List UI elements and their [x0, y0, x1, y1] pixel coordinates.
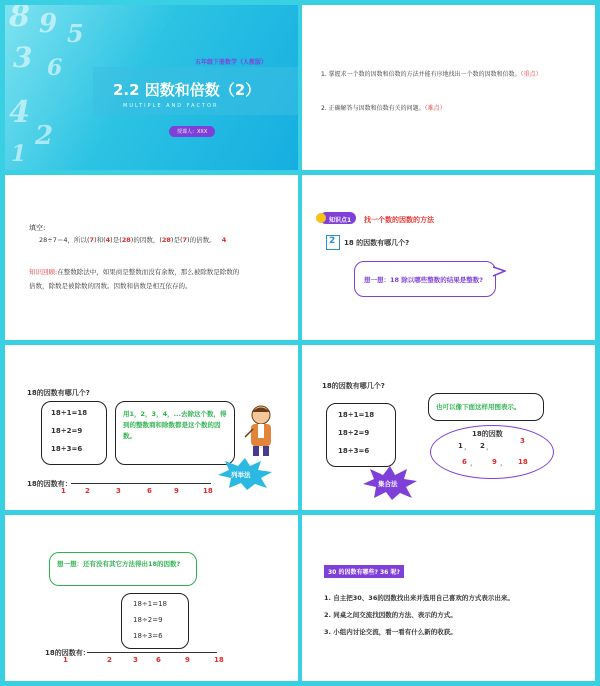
point-title: 找一个数的因数的方法 — [364, 216, 434, 224]
blank-answer: 4 — [221, 236, 227, 244]
question: 18的因数有哪几个? — [322, 382, 385, 390]
fill-equation — [39, 235, 226, 244]
review-line-2: 倍数，除数是被除数的因数。因数和倍数是相互依存的。 — [29, 282, 192, 290]
set-separator: ， — [470, 459, 477, 467]
division-eq: 18÷2=9 — [133, 616, 163, 624]
eq-text: )和( — [94, 236, 106, 244]
set-separator: ， — [486, 443, 493, 451]
factor-number: 2 — [85, 487, 90, 495]
slide-cover[interactable] — [5, 5, 298, 170]
author-pill: 授课人：XXX — [169, 126, 215, 137]
division-eq: 18÷3=6 — [51, 445, 83, 453]
set-item-answer: 9 — [492, 458, 497, 466]
eq-text: 28÷7＝4，所以( — [39, 236, 90, 244]
hint-text: 用1，2，3，4，...去除这个数，得到的整数商和除数都是这个数的因数。 — [123, 410, 227, 440]
objective-tag: （难点） — [424, 105, 446, 112]
bg-number: 6 — [47, 55, 63, 81]
teacher-icon — [241, 403, 281, 457]
slide-enumeration[interactable] — [5, 345, 298, 510]
set-item-answer: 18 — [518, 458, 528, 466]
factor-number: 18 — [203, 487, 213, 495]
slide-practice[interactable] — [302, 515, 595, 681]
factor-line-label: 18的因数有： — [45, 649, 90, 657]
division-eq: 18÷2=9 — [51, 427, 83, 435]
factor-number: 3 — [116, 487, 121, 495]
method-badge: 集合法 — [378, 480, 398, 488]
example-question: 18 的因数有哪几个? — [344, 239, 410, 247]
question: 18的因数有哪几个? — [27, 389, 90, 397]
bg-number: 9 — [39, 9, 58, 39]
blank-answer: 28 — [121, 236, 131, 244]
practice-item: 2. 同桌之间交流找因数的方法、表示的方式。 — [324, 611, 457, 619]
slide-knowledge-point[interactable] — [302, 175, 595, 340]
set-item: 2 — [480, 442, 485, 450]
review-text: 在整数除法中，如果商是整数而没有余数，那么被除数是除数的 — [57, 268, 240, 276]
division-eq: 18÷2=9 — [338, 429, 370, 437]
eq-text: )是( — [170, 236, 183, 244]
division-eq: 18÷3=6 — [133, 632, 163, 640]
bg-number: 1 — [11, 141, 27, 167]
objective-item-1 — [321, 69, 542, 78]
objective-text: 2. 正确解答与因数和倍数有关的问题。 — [321, 105, 425, 112]
eq-text: )是( — [110, 236, 122, 244]
think-text: 想一想：还有没有其它方法得出18的因数? — [57, 560, 181, 568]
practice-item: 3. 小组内讨论交流，看一看有什么新的收获。 — [324, 628, 457, 636]
think-text: 想一想：18 除以哪些整数的结果是整数? — [364, 276, 484, 284]
objective-tag: （重点） — [520, 71, 542, 78]
factor-number: 1 — [63, 656, 68, 664]
cover-title: 2.2 因数和倍数（2） — [113, 81, 261, 99]
method-badge: 列举法 — [231, 471, 251, 479]
review-label: 知识回顾: — [29, 268, 58, 276]
bg-number: 4 — [9, 95, 30, 130]
eq-text: )的因数，( — [130, 236, 162, 244]
blank-answer: 28 — [161, 236, 171, 244]
set-title: 18的因数 — [472, 430, 503, 438]
number-line — [87, 652, 217, 653]
review-line-1 — [29, 267, 239, 276]
slide-other-method[interactable] — [5, 515, 298, 681]
factor-number: 3 — [133, 656, 138, 664]
grade-label: 五年级下册数学（人教版） — [195, 59, 268, 66]
factor-number: 18 — [214, 656, 224, 664]
think-bubble — [49, 552, 197, 586]
blank-answer: 7 — [182, 236, 188, 244]
factor-number: 9 — [185, 656, 190, 664]
factor-number: 9 — [174, 487, 179, 495]
hint-text: 也可以像下面这样用图表示。 — [436, 403, 521, 411]
factor-number: 1 — [61, 487, 66, 495]
fill-label: 填空: — [29, 224, 46, 232]
blank-answer: 4 — [105, 236, 111, 244]
bg-number: 8 — [9, 5, 30, 34]
slide-objectives[interactable] — [302, 5, 595, 170]
bg-number: 2 — [35, 121, 54, 151]
slide-set-method[interactable] — [302, 345, 595, 510]
practice-tag: 30 的因数有哪些? 36 呢? — [324, 565, 404, 578]
point-tag: 知识点1 — [329, 217, 352, 224]
number-line — [71, 483, 211, 484]
set-item: 1 — [458, 442, 463, 450]
objective-text: 1. 掌握求一个数的因数和倍数的方法并能有序地找出一个数的因数和倍数。 — [321, 71, 521, 78]
bubble-tail-icon — [492, 265, 506, 279]
cover-subtitle: MULTIPLE AND FACTOR — [123, 103, 219, 109]
factor-number: 2 — [107, 656, 112, 664]
practice-item: 1. 自主把30、36的因数找出来并选用自己喜欢的方式表示出来。 — [324, 594, 514, 602]
set-item-answer: 3 — [520, 437, 525, 445]
eq-text: )的倍数。 — [187, 236, 216, 244]
division-eq: 18÷1=18 — [133, 600, 167, 608]
bg-number: 3 — [13, 41, 33, 74]
factor-number: 6 — [147, 487, 152, 495]
bg-number: 5 — [67, 19, 84, 48]
blank-answer: 7 — [89, 236, 95, 244]
slide-review[interactable] — [5, 175, 298, 340]
factor-number: 6 — [156, 656, 161, 664]
division-eq: 18÷3=6 — [338, 447, 370, 455]
factor-line-label: 18的因数有： — [27, 480, 72, 488]
set-separator: ， — [464, 443, 471, 451]
set-separator: ， — [500, 459, 507, 467]
objective-item-2 — [321, 103, 446, 112]
division-eq: 18÷1=18 — [338, 411, 375, 419]
example-number: 2 — [329, 236, 336, 246]
division-eq: 18÷1=18 — [51, 409, 88, 417]
point-tag-dot — [316, 213, 326, 223]
set-item-answer: 6 — [462, 458, 467, 466]
